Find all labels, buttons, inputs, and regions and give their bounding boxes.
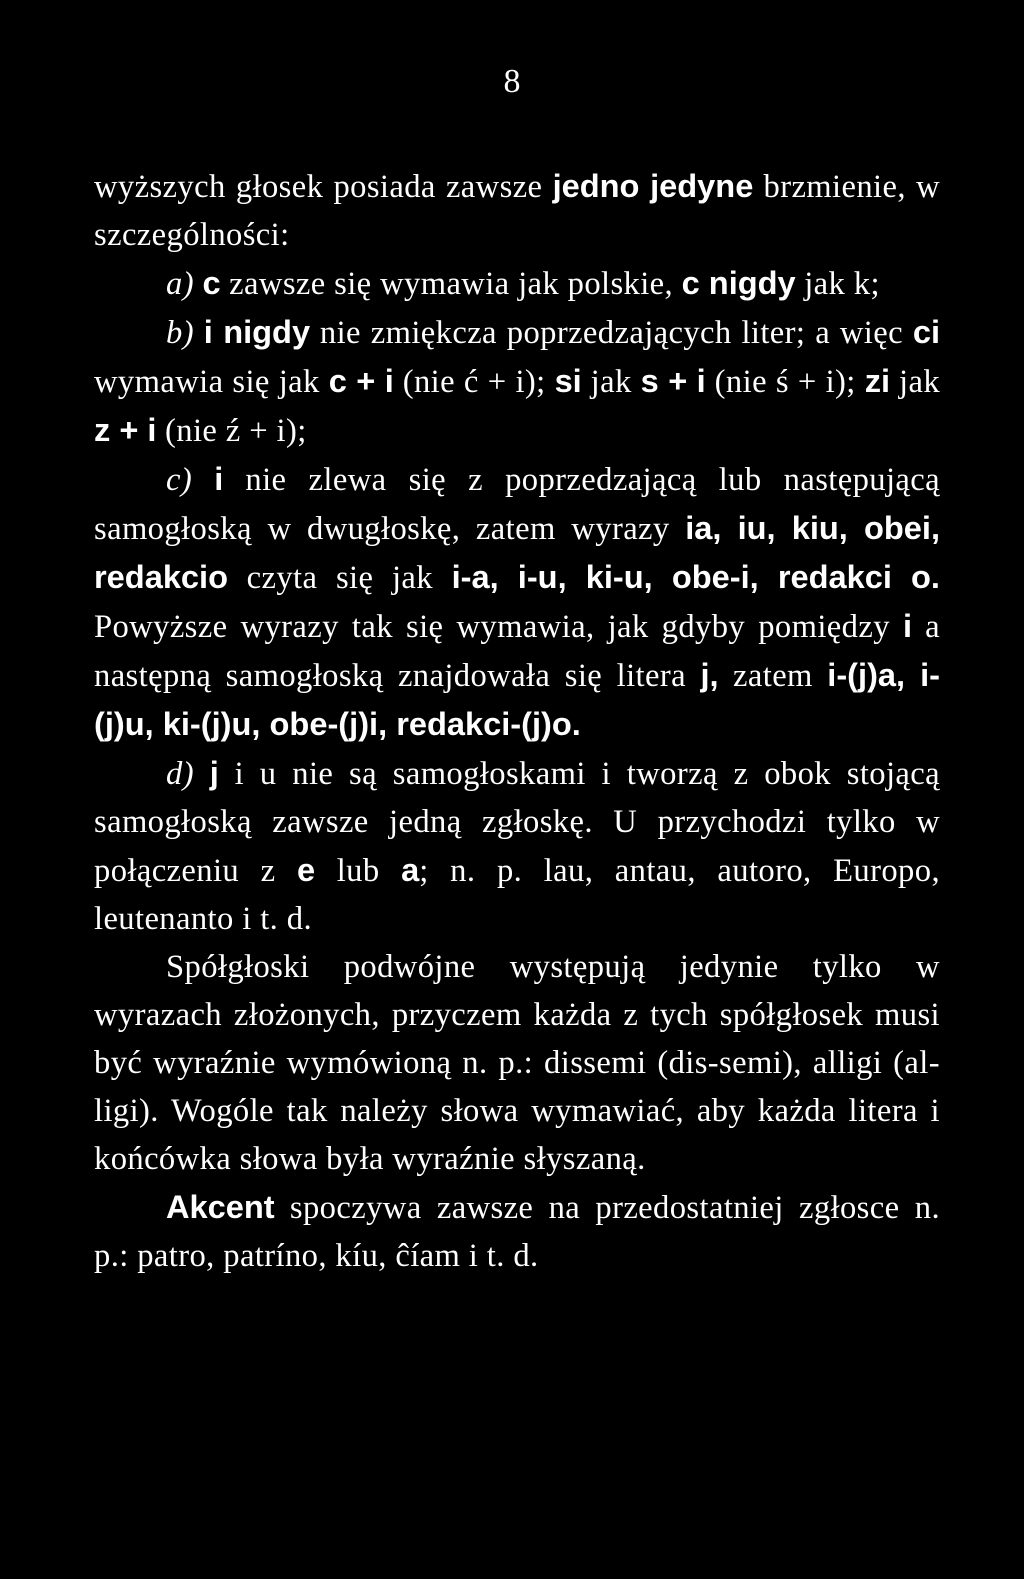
text-run: (nie ś + i); bbox=[705, 364, 865, 400]
paragraph-rule-a bbox=[94, 259, 940, 308]
bold-text: j, bbox=[700, 656, 719, 693]
item-marker: b) bbox=[166, 315, 194, 351]
item-marker: d) bbox=[166, 756, 194, 792]
bold-text: i bbox=[214, 460, 224, 497]
bold-text: c + i bbox=[328, 362, 394, 399]
text-run: wyższych głosek posiada zawsze bbox=[94, 169, 553, 205]
bold-text: i bbox=[902, 607, 913, 644]
text-run: Powyższe wyrazy tak się wymawia, jak gdyby pomiędzy bbox=[94, 609, 903, 645]
text-run: wymawia się jak bbox=[94, 364, 329, 400]
paragraph-accent bbox=[94, 1183, 940, 1280]
paragraph-intro bbox=[94, 162, 940, 259]
bold-text: i-a, i-u, ki-u, obe-i, redakci o. bbox=[451, 558, 940, 595]
bold-text: ia, iu, kiu, obei, redakcio bbox=[94, 509, 940, 595]
text-run: i u nie są samogłoskami i tworzą z obok stojącą samogłoską zawsze jedną zgłoskę. U przychodzi tylko w połączeniu z bbox=[94, 756, 941, 889]
text-run: zatem bbox=[718, 658, 828, 694]
text-run: (nie ć + i); bbox=[393, 364, 555, 400]
text-run: czyta się jak bbox=[228, 560, 452, 596]
bold-text: jedno jedyne bbox=[552, 167, 754, 204]
bold-text: i-(j)a, i-(j)u, ki-(j)u, obe-(j)i, redakci-(j)o. bbox=[94, 656, 940, 742]
text-run: nie zlewa się z poprzedzającą lub następującą samogłoską w dwugłoskę, zatem wyrazy bbox=[94, 462, 940, 547]
bold-text: a bbox=[401, 851, 420, 888]
paragraph-rule-d bbox=[94, 749, 940, 943]
text-run: jak bbox=[581, 364, 641, 400]
bold-text: z + i bbox=[94, 411, 157, 448]
text-run: ; n. p. lau, antau, autoro, Europo, leutenanto i t. d. bbox=[94, 853, 940, 937]
bold-text: e bbox=[297, 851, 316, 888]
bold-text: si bbox=[554, 362, 582, 399]
bold-text: c nigdy bbox=[681, 264, 796, 301]
paragraph-double-consonants bbox=[94, 943, 940, 1183]
bold-text: i nigdy bbox=[203, 313, 311, 350]
bold-text: j bbox=[209, 754, 219, 791]
bold-text: s + i bbox=[640, 362, 706, 399]
paragraph-rule-c bbox=[94, 455, 940, 749]
text-run: jak k; bbox=[795, 266, 880, 302]
item-marker: a) bbox=[166, 266, 194, 302]
text-body bbox=[94, 162, 940, 1280]
bold-text: ci bbox=[912, 313, 940, 350]
paragraph-rule-b bbox=[94, 308, 940, 455]
text-run: nie zmiękcza poprzedzających liter; a więc bbox=[310, 315, 913, 351]
text-run: spoczywa zawsze na przedostatniej zgłosce n. p.: patro, patríno, kíu, ĉíam i t. d. bbox=[94, 1190, 940, 1274]
text-run bbox=[194, 315, 204, 351]
text-run: zawsze się wymawia jak polskie, bbox=[220, 266, 682, 302]
text-run: brzmienie, w szczególności: bbox=[94, 169, 940, 253]
text-run bbox=[194, 756, 210, 792]
bold-text: c bbox=[202, 264, 221, 301]
text-run bbox=[194, 266, 203, 302]
text-run: Spółgłoski podwójne występują jedynie tylko w wyrazach złożonych, przyczem każda z tych spółgłosek musi być wyraźnie wymówioną n. p.: dissemi (dis-semi), alligi (al-ligi). Wogóle tak należy słowa wymawiać, aby każda litera i końcówka słowa była wyraźnie słyszaną. bbox=[94, 949, 940, 1177]
text-run: jak bbox=[890, 364, 941, 400]
text-run: (nie ź + i); bbox=[156, 413, 307, 449]
text-run bbox=[192, 462, 214, 498]
text-run: lub bbox=[315, 853, 402, 889]
bold-text: Akcent bbox=[166, 1188, 275, 1225]
bold-text: zi bbox=[864, 362, 891, 399]
page-number: 8 bbox=[503, 63, 521, 100]
item-marker: c) bbox=[166, 462, 193, 498]
text-run: a następną samogłoską znajdowała się litera bbox=[94, 609, 940, 694]
